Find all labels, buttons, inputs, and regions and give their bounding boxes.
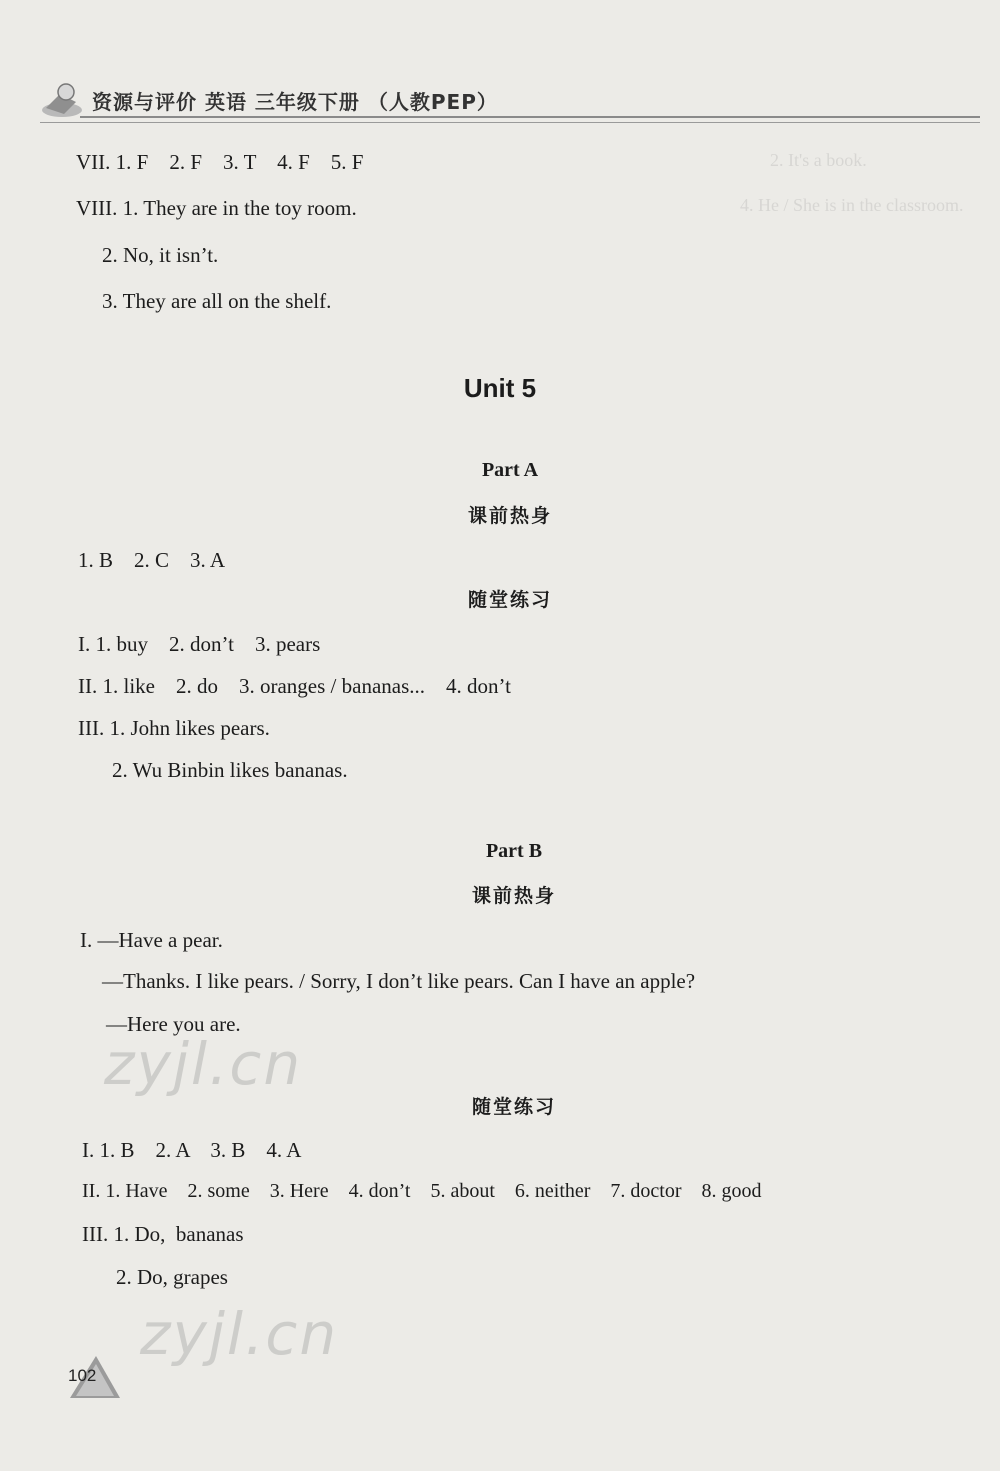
bleed-through: 4. He / She is in the classroom. [740,195,964,215]
watermark-logo [104,1030,302,1098]
part-b-warmup-heading: 课前热身 [471,885,556,907]
answer-line-viii: VIII. 1. They are in the toy room. [76,196,357,220]
answer-line-viii-3: 3. They are all on the shelf. [102,289,332,313]
page-number-badge [66,1352,122,1402]
part-a-practice-iii-2: 2. Wu Binbin likes bananas. [112,758,348,782]
part-a-practice-iii: III. 1. John likes pears. [78,716,270,740]
header-rule-thin [40,122,980,123]
part-a-practice-i: I. 1. buy 2. don’t 3. pears [78,632,321,656]
watermark-text: zyjl.cn [104,1030,303,1098]
part-a-warmup-heading: 课前热身 [467,505,552,527]
part-a-heading: Part A [481,459,539,481]
part-b-warmup-i: I. —Have a pear. [80,928,223,952]
unit-title: Unit 5 [463,373,537,403]
part-b-warmup-reply: —Here you are. [106,1012,241,1036]
part-b-practice-i: I. 1. B 2. A 3. B 4. A [82,1138,302,1162]
part-a-practice-heading: 随堂练习 [467,589,552,611]
part-a-warmup-answers: 1. B 2. C 3. A [78,548,226,572]
part-b-practice-iii: III. 1. Do, bananas [82,1222,244,1246]
page-header [40,78,980,128]
answer-line-viii-2: 2. No, it isn’t. [102,243,219,267]
part-b-heading: Part B [485,840,543,862]
header-rule [80,116,980,118]
part-a-practice-ii: II. 1. like 2. do 3. oranges / bananas... 4. don’t [78,674,511,698]
part-b-practice-ii: II. 1. Have 2. some 3. Here 4. don’t 5. about 6. neither 7. doctor 8. good [82,1180,762,1202]
page-number: 102 [68,1366,97,1385]
part-b-practice-heading: 随堂练习 [471,1096,556,1118]
answer-line-vii: VII. 1. F 2. F 3. T 4. F 5. F [76,150,364,174]
header-title: 资源与评价 英语 三年级下册 （人教PEP） [92,90,498,114]
bleed-through: 2. It's a book. [770,150,867,170]
part-b-warmup-response: —Thanks. I like pears. / Sorry, I don’t like pears. Can I have an apple? [102,969,696,993]
watermark-logo-bottom: zyjl.cn [140,1300,339,1368]
part-b-practice-iii-2: 2. Do, grapes [116,1265,228,1289]
book-logo-icon [40,80,84,120]
